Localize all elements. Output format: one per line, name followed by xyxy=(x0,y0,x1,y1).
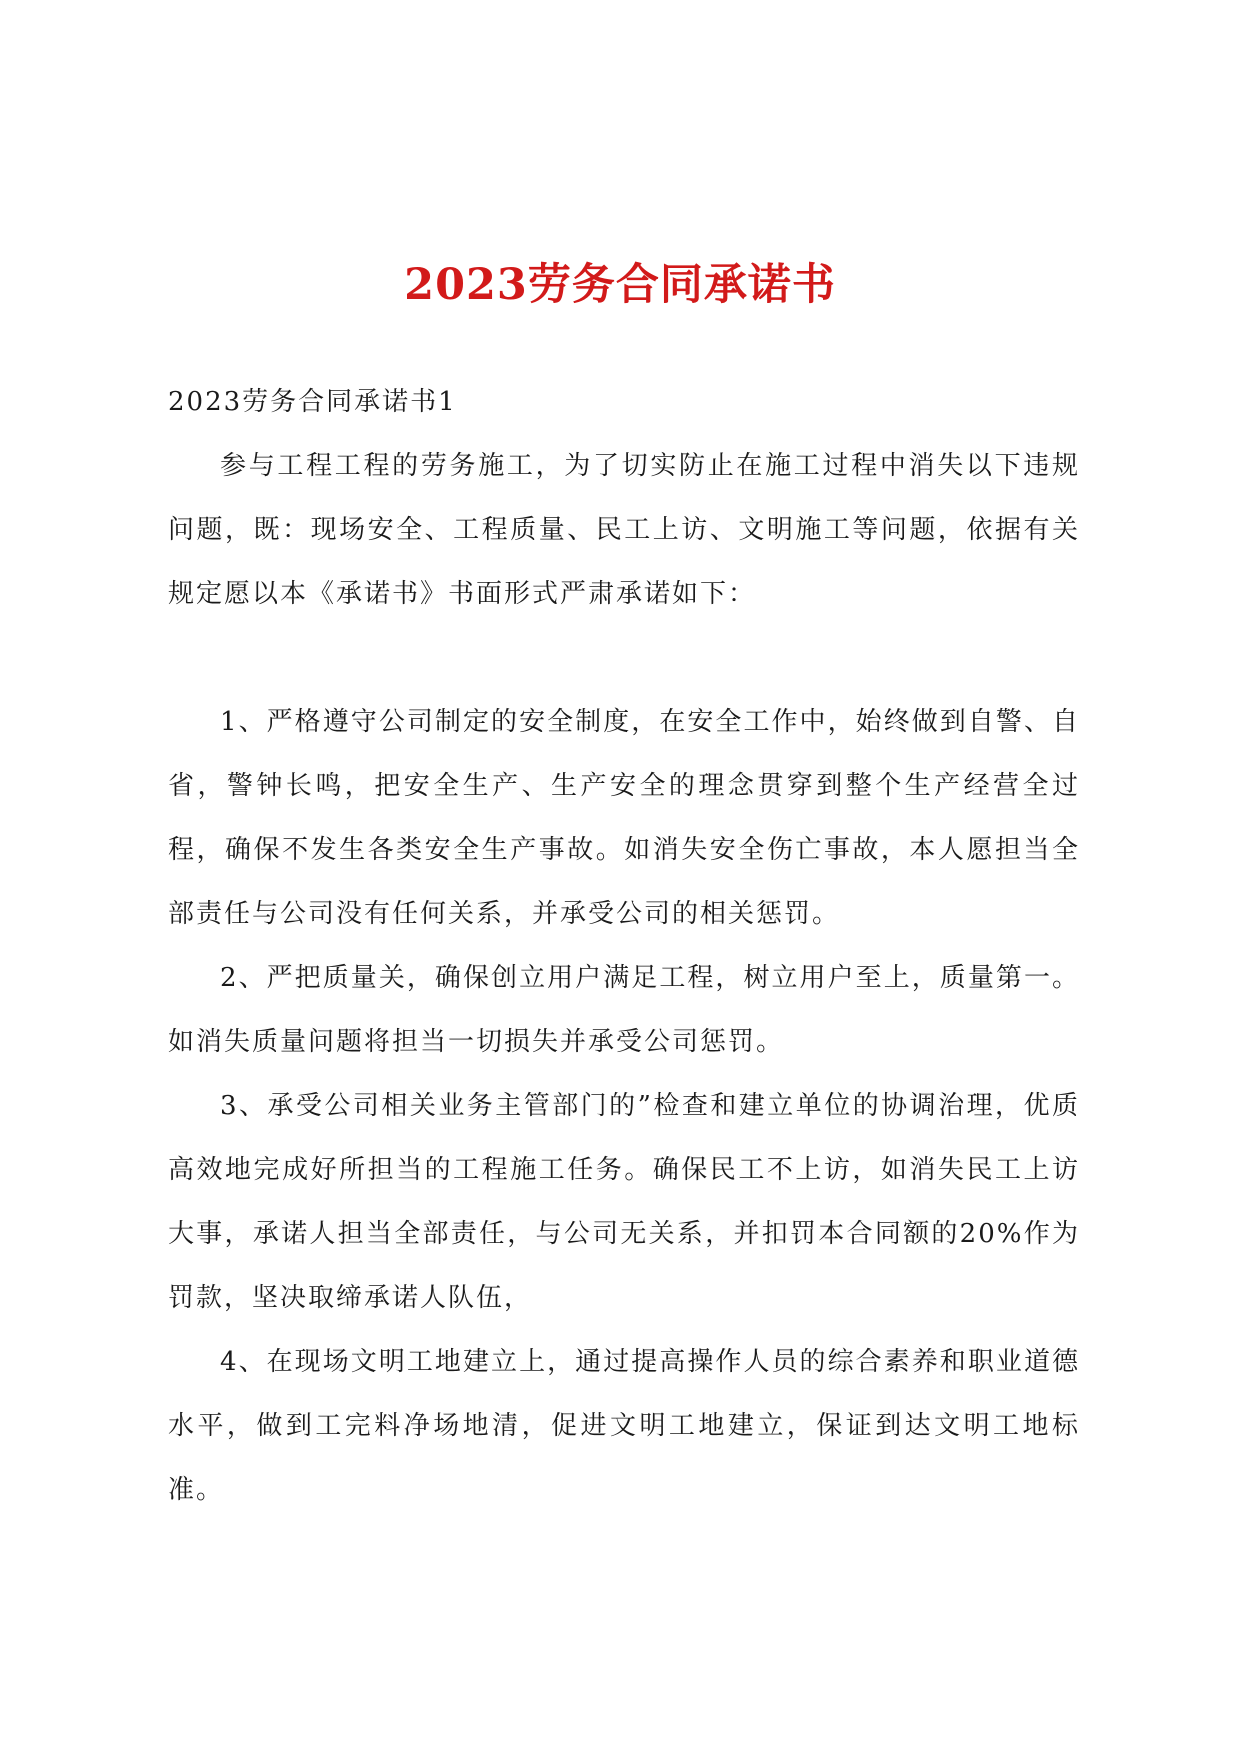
paragraph-spacer xyxy=(168,626,1080,690)
commitment-item-3: 3、承受公司相关业务主管部门的”检查和建立单位的协调治理，优质高效地完成好所担当的工程施工任务。确保民工不上访，如消失民工上访大事，承诺人担当全部责任，与公司无关系，并扣罚本合同额的20%作为罚款，坚决取缔承诺人队伍， xyxy=(168,1091,1080,1313)
commitment-item-4: 4、在现场文明工地建立上，通过提高操作人员的综合素养和职业道德水平，做到工完料净场地清，促进文明工地建立，保证到达文明工地标准。 xyxy=(168,1347,1080,1505)
document-title: 2023劳务合同承诺书 xyxy=(404,260,836,310)
document-body xyxy=(168,370,1080,1522)
section-heading: 2023劳务合同承诺书1 xyxy=(168,387,457,417)
intro-paragraph: 参与工程工程的劳务施工，为了切实防止在施工过程中消失以下违规问题，既：现场安全、工程质量、民工上访、文明施工等问题，依据有关规定愿以本《承诺书》书面形式严肃承诺如下： xyxy=(168,451,1080,609)
commitment-item-1: 1、严格遵守公司制定的安全制度，在安全工作中，始终做到自警、自省，警钟长鸣，把安全生产、生产安全的理念贯穿到整个生产经营全过程，确保不发生各类安全生产事故。如消失安全伤亡事故，本人愿担当全部责任与公司没有任何关系，并承受公司的相关惩罚。 xyxy=(168,707,1080,929)
commitment-item-2: 2、严把质量关，确保创立用户满足工程，树立用户至上，质量第一。如消失质量问题将担当一切损失并承受公司惩罚。 xyxy=(168,963,1080,1057)
